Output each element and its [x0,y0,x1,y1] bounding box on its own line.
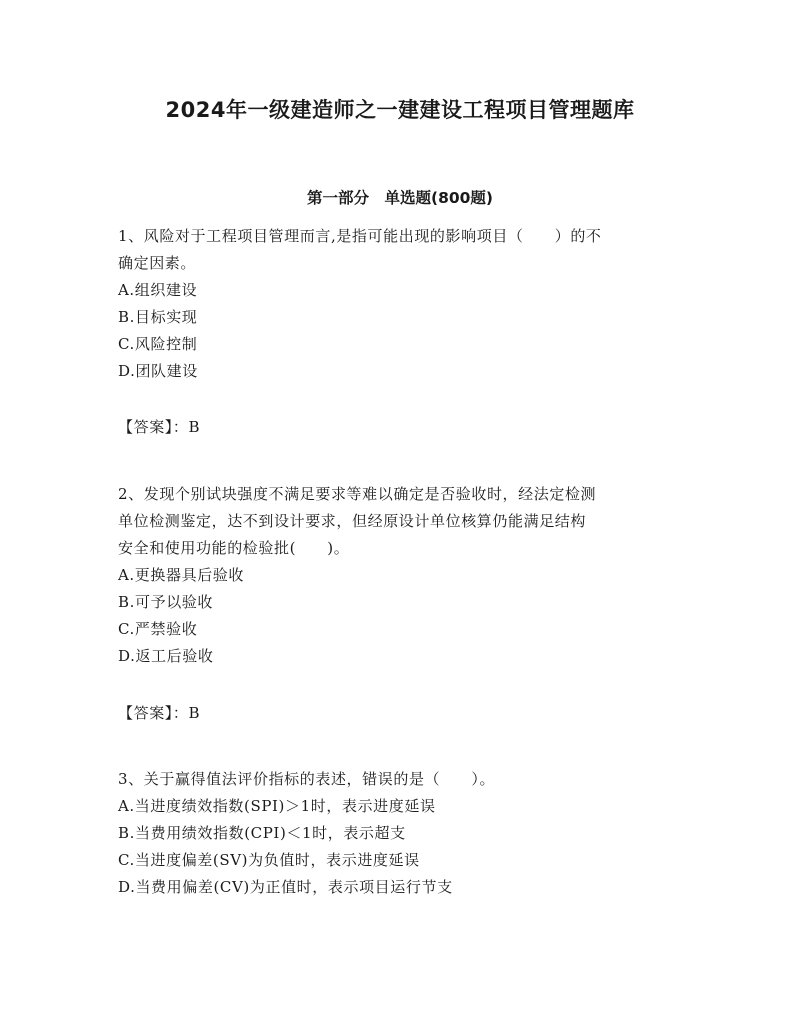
question-3-option-c: C.当进度偏差(SV)为负值时，表示进度延误 [118,851,420,869]
question-2-option-b: B.可予以验收 [118,593,213,611]
question-3-stem-line-1: 3、关于赢得值法评价指标的表述，错误的是（ ）。 [118,770,496,788]
question-1-option-b: B.目标实现 [118,308,198,326]
question-2-option-c: C.严禁验收 [118,620,198,638]
question-2 [118,481,678,670]
document-title: 2024年一级建造师之一建建设工程项目管理题库 [165,98,635,122]
question-1 [118,223,678,385]
question-2-option-a: A.更换器具后验收 [118,566,245,584]
question-2-answer: 【答案】：B [118,704,201,722]
question-1-stem-line-1: 1、风险对于工程项目管理而言,是指可能出现的影响项目（ ）的不 [118,227,602,245]
question-3 [118,766,678,901]
question-3-option-b: B.当费用绩效指数(CPI)＜1时，表示超支 [118,824,406,842]
question-3-option-d: D.当费用偏差(CV)为正值时，表示项目运行节支 [118,878,453,896]
question-2-stem-line-2: 单位检测鉴定，达不到设计要求，但经原设计单位核算仍能满足结构 [118,512,587,530]
question-1-option-d: D.团队建设 [118,362,198,380]
question-2-stem-line-1: 2、发现个别试块强度不满足要求等难以确定是否验收时，经法定检测 [118,485,597,503]
question-2-option-d: D.返工后验收 [118,647,214,665]
question-1-option-a: A.组织建设 [118,281,198,299]
section-heading: 第一部分 单选题(800题) [306,189,494,207]
question-3-option-a: A.当进度绩效指数(SPI)＞1时，表示进度延误 [118,797,436,815]
question-1-answer: 【答案】：B [118,418,201,436]
question-1-option-c: C.风险控制 [118,335,198,353]
question-1-stem-line-2: 确定因素。 [118,254,197,272]
question-2-stem-line-3: 安全和使用功能的检验批( )。 [118,539,350,557]
